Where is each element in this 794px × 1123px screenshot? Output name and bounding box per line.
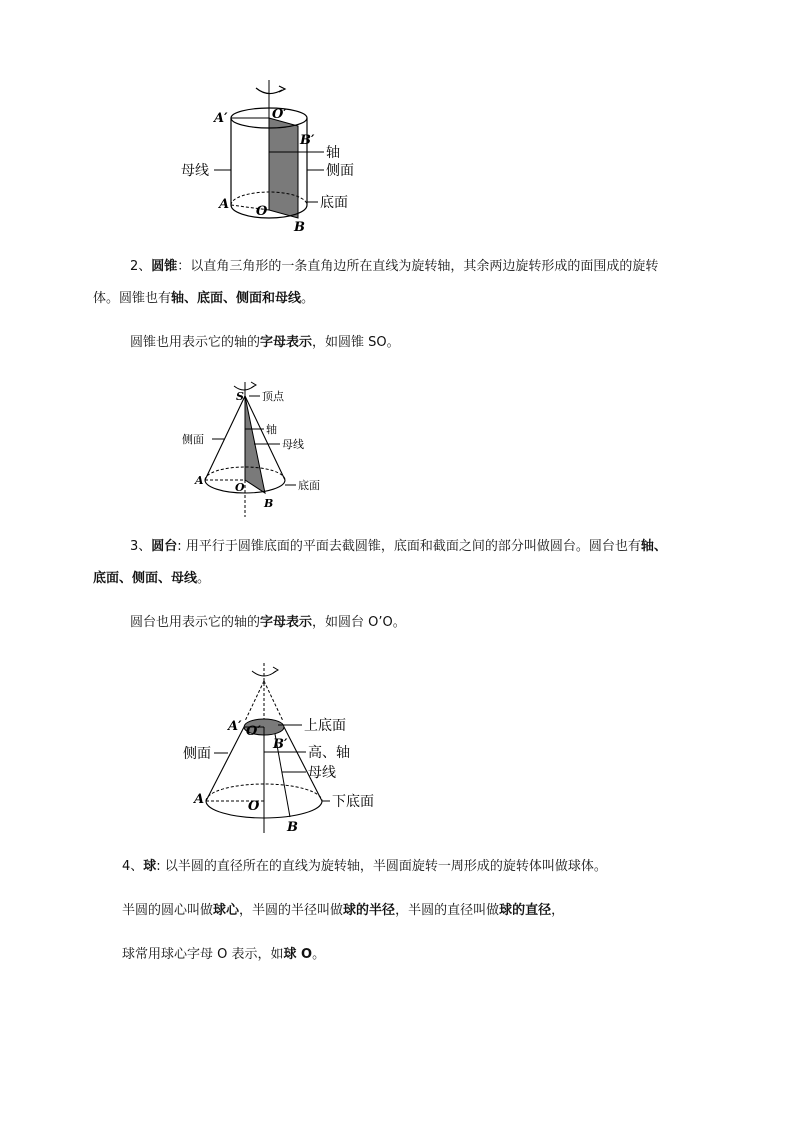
cone-figure bbox=[0, 372, 794, 532]
item-number: 3、 bbox=[130, 539, 152, 554]
label-a: A bbox=[219, 197, 230, 212]
label-o-prime: O′ bbox=[246, 724, 261, 739]
text: 。 bbox=[301, 291, 315, 306]
item-number: 4、 bbox=[122, 859, 144, 874]
label-o: O bbox=[256, 204, 268, 219]
label-lateral: 侧面 bbox=[182, 433, 204, 446]
bold-text: 字母表示 bbox=[260, 615, 313, 630]
bold-text: 底面、侧面、母线 bbox=[93, 571, 198, 586]
bold-text: 轴、 bbox=[640, 539, 667, 554]
label-a: A bbox=[194, 792, 205, 807]
text: ，半圆的半径叫做 bbox=[239, 903, 344, 918]
label-axis: 轴 bbox=[326, 145, 340, 161]
cylinder-figure bbox=[0, 0, 794, 240]
label-lower-base: 下底面 bbox=[332, 794, 374, 810]
label-generatrix: 母线 bbox=[181, 163, 209, 179]
colon: : bbox=[156, 859, 161, 874]
label-o-prime: O′ bbox=[272, 107, 287, 122]
colon: : bbox=[177, 539, 182, 554]
text: 圆台也用表示它的轴的 bbox=[130, 615, 261, 630]
text: ，半圆的直径叫做 bbox=[395, 903, 500, 918]
item-number: 2、 bbox=[130, 259, 152, 274]
term-frustum: 圆台 bbox=[151, 539, 178, 554]
colon: ： bbox=[177, 259, 191, 274]
bold-text: 球 O bbox=[283, 947, 313, 962]
frustum-figure bbox=[0, 655, 794, 845]
text: 。 bbox=[312, 947, 326, 962]
label-s: S bbox=[236, 390, 244, 403]
label-upper-base: 上底面 bbox=[304, 718, 346, 734]
bold-text: 轴、底面、侧面和母线 bbox=[171, 291, 302, 306]
label-a: A bbox=[195, 474, 204, 487]
paragraph-cone-notation bbox=[130, 334, 400, 352]
text: 。 bbox=[197, 571, 211, 586]
sphere-definition: 以半圆的直径所在的直线为旋转轴，半圆面旋转一周形成的旋转体叫做球体。 bbox=[160, 859, 607, 874]
label-b-prime: B′ bbox=[273, 737, 288, 752]
text: ， bbox=[551, 903, 565, 918]
cone-definition: 以直角三角形的一条直角边所在直线为旋转轴，其余两边旋转形成的面围成的旋转 bbox=[190, 259, 659, 274]
label-o: O bbox=[248, 799, 260, 814]
paragraph-sphere bbox=[122, 858, 607, 876]
paragraph-cone bbox=[130, 258, 658, 276]
paragraph-frustum-cont bbox=[93, 570, 210, 588]
bold-text: 字母表示 bbox=[260, 335, 313, 350]
paragraph-sphere-parts bbox=[122, 902, 564, 920]
label-axis: 轴 bbox=[266, 423, 277, 436]
label-base: 底面 bbox=[298, 479, 320, 492]
bold-text: 球的直径 bbox=[499, 903, 552, 918]
label-base: 底面 bbox=[320, 195, 348, 211]
frustum-definition: 用平行于圆锥底面的平面去截圆锥，底面和截面之间的部分叫做圆台。圆台也有 bbox=[181, 539, 641, 554]
text: ，如圆锥 SO。 bbox=[312, 335, 400, 350]
label-o: O bbox=[235, 481, 245, 494]
paragraph-frustum-notation bbox=[130, 614, 406, 632]
paragraph-cone-cont bbox=[93, 290, 314, 308]
label-b: B bbox=[294, 220, 305, 235]
label-vertex: 顶点 bbox=[262, 390, 284, 403]
term-cone: 圆锥 bbox=[151, 259, 178, 274]
text: ，如圆台 O’O。 bbox=[312, 615, 406, 630]
label-generatrix: 母线 bbox=[308, 765, 336, 781]
label-b-prime: B′ bbox=[300, 133, 315, 148]
text: 球常用球心字母 O 表示，如 bbox=[122, 947, 284, 962]
label-a-prime: A′ bbox=[228, 719, 242, 734]
text: 圆锥也用表示它的轴的 bbox=[130, 335, 261, 350]
label-b: B bbox=[264, 497, 274, 510]
paragraph-frustum bbox=[130, 538, 667, 556]
label-b: B bbox=[287, 820, 298, 835]
label-a-prime: A′ bbox=[214, 111, 228, 126]
bold-text: 球心 bbox=[213, 903, 240, 918]
label-height-axis: 高、轴 bbox=[308, 745, 350, 761]
text: 半圆的圆心叫做 bbox=[122, 903, 214, 918]
paragraph-sphere-notation bbox=[122, 946, 325, 964]
text: 体。圆锥也有 bbox=[93, 291, 172, 306]
term-sphere: 球 bbox=[143, 859, 157, 874]
label-lateral: 侧面 bbox=[183, 746, 211, 762]
label-lateral: 侧面 bbox=[326, 163, 354, 179]
label-generatrix: 母线 bbox=[282, 438, 304, 451]
bold-text: 球的半径 bbox=[343, 903, 396, 918]
